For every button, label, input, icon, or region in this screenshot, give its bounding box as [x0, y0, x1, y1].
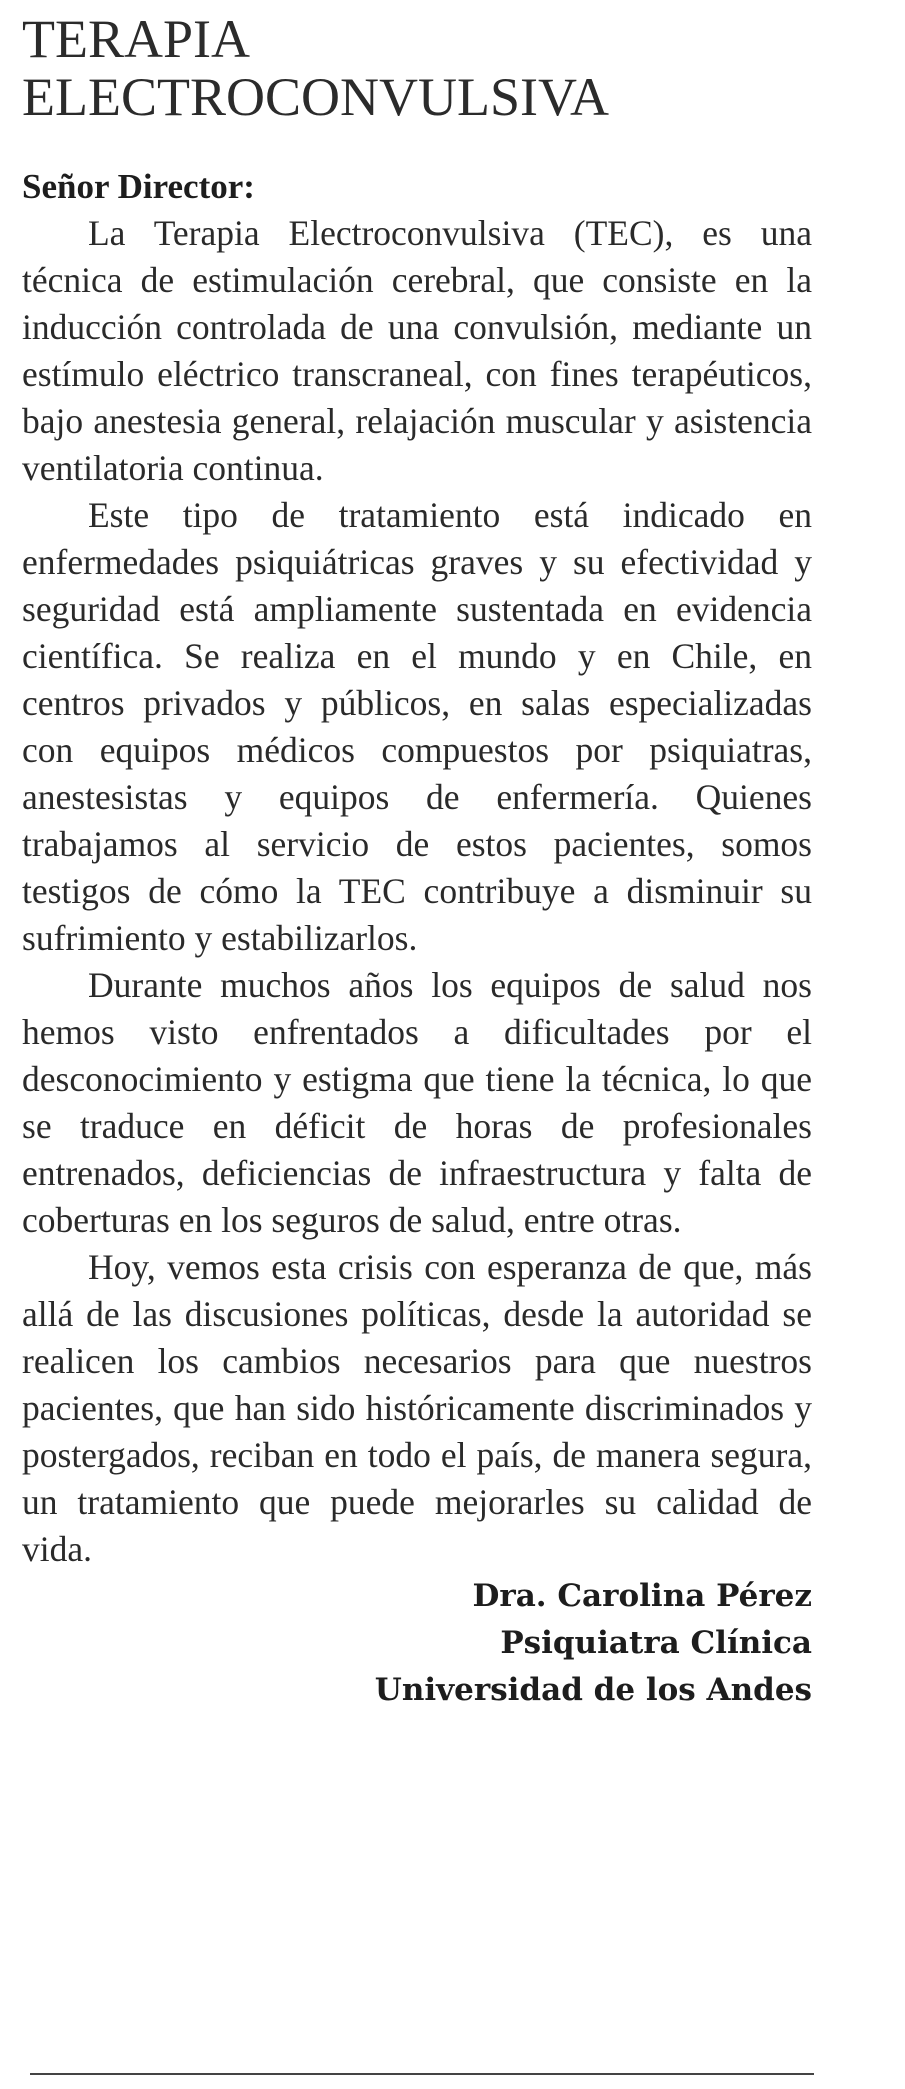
- letter-column: [22, 10, 812, 1714]
- title-line-1: TERAPIA: [22, 9, 250, 69]
- title-line-2: ELECTROCONVULSIVA: [22, 67, 610, 127]
- paragraph-2: Este tipo de tratamiento está indicado en enfermedades psiquiátricas graves y su efectividad y seguridad está ampliamente sustentada en evidencia científica. Se realiza en el mundo y en Chile, en centros privados y públicos, en salas especializadas con equipos médicos compuestos por psiquiatras, anestesistas y equipos de enfermería. Quienes trabajamos al servicio de estos pacientes, somos testigos de cómo la TEC contribuye a disminuir su sufrimiento y estabilizarlos.: [22, 495, 812, 958]
- bottom-divider: [30, 2073, 814, 2075]
- signature-name: Dra. Carolina Pérez: [472, 1578, 812, 1614]
- paragraph-3: Durante muchos años los equipos de salud nos hemos visto enfrentados a dificultades por el desconocimiento y estigma que tiene la técnica, lo que se traduce en déficit de horas de profesionales entrenados, deficiencias de infraestructura y falta de coberturas en los seguros de salud, entre otras.: [22, 965, 812, 1240]
- salutation: Señor Director:: [22, 167, 255, 206]
- article-title: [22, 10, 812, 126]
- signature-block: [22, 1573, 812, 1714]
- paragraph-1: La Terapia Electroconvulsiva (TEC), es una técnica de estimulación cerebral, que consiste en la inducción controlada de una convulsión, mediante un estímulo eléctrico transcraneal, con fines terapéuticos, bajo anestesia general, relajación muscular y asistencia ventilatoria continua.: [22, 213, 812, 488]
- paragraph-4: Hoy, vemos esta crisis con esperanza de que, más allá de las discusiones políticas, desde la autoridad se realicen los cambios necesarios para que nuestros pacientes, que han sido históricamente discriminados y postergados, reciban en todo el país, de manera segura, un tratamiento que puede mejorarles su calidad de vida.: [22, 1247, 812, 1569]
- signature-institution: Universidad de los Andes: [374, 1672, 812, 1708]
- signature-role: Psiquiatra Clínica: [500, 1625, 812, 1661]
